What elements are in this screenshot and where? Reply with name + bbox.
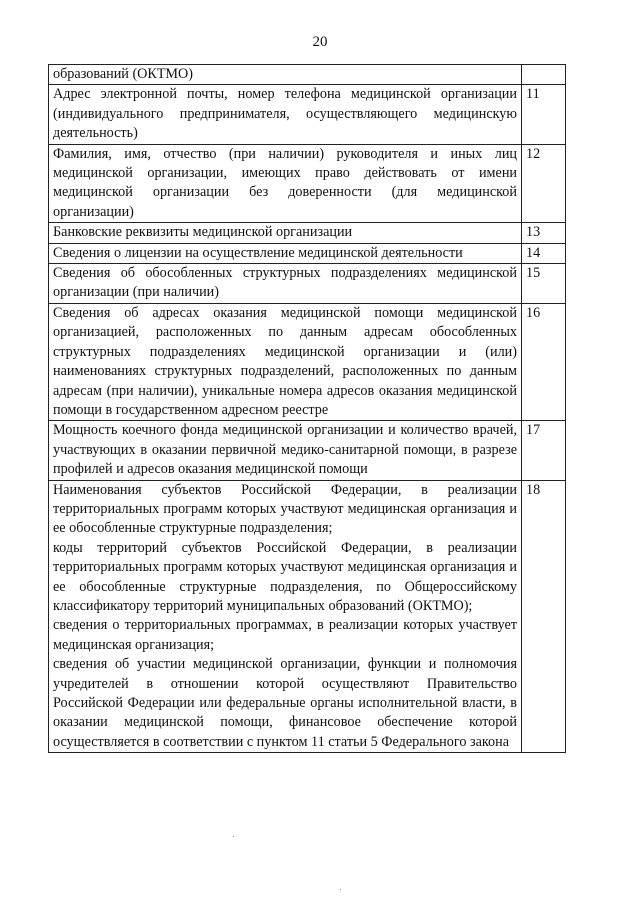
row-number: 13 <box>522 223 566 243</box>
table-row <box>49 243 566 263</box>
table-row <box>49 144 566 223</box>
row-number: 17 <box>522 421 566 480</box>
table-row <box>49 223 566 243</box>
row-text: Мощность коечного фонда медицинской организации и количество врачей, участвующих в оказании первичной медико-санитарной помощи, в разрезе профилей и адресов оказания медицинской помощи <box>53 422 517 478</box>
row-text: Сведения о лицензии на осуществление медицинской деятельности <box>53 244 463 261</box>
row-text: Банковские реквизиты медицинской организации <box>53 224 353 241</box>
row-text: коды территорий субъектов Российской Федерации, в реализации территориальных программ которых участвуют медицинская организация и ее обособленные структурные подразделения, по Общероссийскому классификатору территорий муниципальных образований (ОКТМО); <box>53 539 517 614</box>
row-description <box>49 85 522 144</box>
row-text: Фамилия, имя, отчество (при наличии) руководителя и иных лиц медицинской организации, имеющих право действовать от имени медицинской организации без доверенности (для медицинской организации) <box>53 145 517 220</box>
row-text: Адрес электронной почты, номер телефона медицинской организации (индивидуального предпринимателя, осуществляющего медицинскую деятельность) <box>53 86 517 142</box>
row-description <box>49 65 522 85</box>
row-description <box>49 480 522 753</box>
table-row <box>49 65 566 85</box>
row-text: сведения об участии медицинской организации, функции и полномочия учредителей в отношении которой осуществляют Правительство Российской Федерации или федеральные органы исполнительной власти, в оказании медицинской помощи, финансовое обеспечение которой осуществляется в соответствии с пунктом 11 статьи 5 Федерального закона <box>53 656 517 750</box>
table-row <box>49 264 566 304</box>
table-row <box>49 421 566 480</box>
row-text: Сведения об обособленных структурных подразделениях медицинской организации (при наличии) <box>53 265 517 301</box>
row-description <box>49 264 522 304</box>
row-text: Наименования субъектов Российской Федерации, в реализации территориальных программ которых участвуют медицинская организация и ее обособленные структурные подразделения; <box>53 481 517 537</box>
row-text: Сведения об адресах оказания медицинской помощи медицинской организацией, расположенных по данным адресам обособленных структурных подразделениях медицинской организации и (или) наименованиях структурных подразделений, расположенных по данным адресам (при наличии), уникальные номера адресов оказания медицинской помощи в государственном адресном реестре <box>53 304 517 418</box>
document-table <box>48 64 566 753</box>
row-description <box>49 223 522 243</box>
row-number: 18 <box>522 480 566 753</box>
row-description <box>49 421 522 480</box>
row-number: 15 <box>522 264 566 304</box>
scan-speck <box>340 889 341 890</box>
row-description <box>49 243 522 263</box>
row-number <box>522 65 566 85</box>
table-row <box>49 480 566 753</box>
row-number: 11 <box>522 85 566 144</box>
row-number: 14 <box>522 243 566 263</box>
row-text: образований (ОКТМО) <box>53 66 193 82</box>
page-number: 20 <box>312 34 328 50</box>
table-row <box>49 303 566 420</box>
row-number: 16 <box>522 303 566 420</box>
row-description <box>49 303 522 420</box>
row-number: 12 <box>522 144 566 223</box>
row-text: сведения о территориальных программах, в реализации которых участвует медицинская организация; <box>53 617 517 653</box>
scan-speck <box>233 836 234 837</box>
row-description <box>49 144 522 223</box>
table-row <box>49 85 566 144</box>
